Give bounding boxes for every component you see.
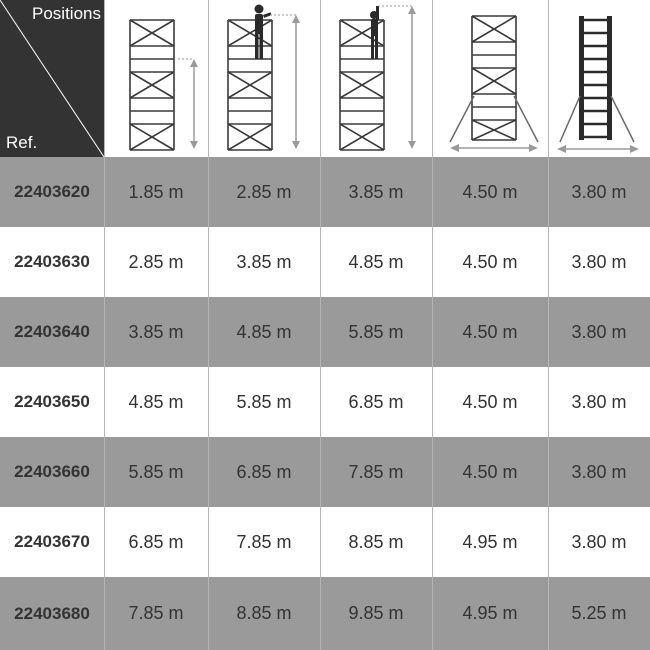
ref-cell: 22403630 [14,252,90,271]
value-cell: 5.85 m [348,321,404,342]
value-cell: 3.80 m [571,181,627,202]
ref-cell: 22403680 [14,603,90,623]
value-cell: 4.50 m [462,461,518,482]
value-cell: 6.85 m [348,391,404,412]
value-cell: 4.95 m [462,531,518,552]
value-cell: 4.85 m [128,391,184,412]
value-cell: 1.85 m [128,181,184,202]
value-cell: 4.95 m [462,603,518,623]
value-cell: 6.85 m [236,461,292,482]
value-cell: 5.25 m [571,603,627,623]
table-row [0,437,650,507]
value-cell: 5.85 m [236,391,292,412]
column-divider [208,0,209,650]
value-cell: 2.85 m [236,181,292,202]
tower-with-stabilizers-side-icon [548,0,650,157]
corner-header-cell [0,0,104,157]
table-row [0,507,650,577]
value-cell: 3.80 m [571,531,627,552]
ref-cell: 22403640 [14,322,90,341]
value-cell: 4.50 m [462,181,518,202]
value-cell: 3.80 m [571,391,627,412]
tower-with-person-height-arrow-icon [208,0,320,157]
value-cell: 4.85 m [348,251,404,272]
tower-with-person-reaching-height-arrow-icon [320,0,432,157]
ref-cell: 22403650 [14,392,90,411]
value-cell: 3.85 m [128,321,184,342]
positions-label: Positions [32,4,101,23]
value-cell: 8.85 m [348,531,404,552]
value-cell: 4.50 m [462,321,518,342]
value-cell: 4.50 m [462,391,518,412]
value-cell: 3.80 m [571,461,627,482]
value-cell: 3.85 m [236,251,292,272]
ref-cell: 22403670 [14,532,90,551]
table-row [0,227,650,297]
value-cell: 3.80 m [571,251,627,272]
column-divider [104,0,105,650]
value-cell: 7.85 m [128,603,184,623]
value-cell: 5.85 m [128,461,184,482]
value-cell: 6.85 m [128,531,184,552]
tower-working-height-arrow-icon [104,0,208,157]
ref-label: Ref. [6,133,38,152]
column-divider [432,0,433,650]
ref-cell: 22403660 [14,462,90,481]
table-row [0,367,650,437]
tower-with-stabilizers-front-icon [432,0,548,157]
value-cell: 8.85 m [236,603,292,623]
table-row [0,577,650,650]
value-cell: 4.85 m [236,321,292,342]
value-cell: 3.85 m [348,181,404,202]
value-cell: 9.85 m [348,603,404,623]
table-row [0,297,650,367]
column-divider [320,0,321,650]
ref-cell: 22403620 [14,182,90,201]
value-cell: 7.85 m [236,531,292,552]
value-cell: 4.50 m [462,251,518,272]
value-cell: 2.85 m [128,251,184,272]
value-cell: 3.80 m [571,321,627,342]
table-row [0,157,650,227]
column-divider [548,0,549,650]
value-cell: 7.85 m [348,461,404,482]
